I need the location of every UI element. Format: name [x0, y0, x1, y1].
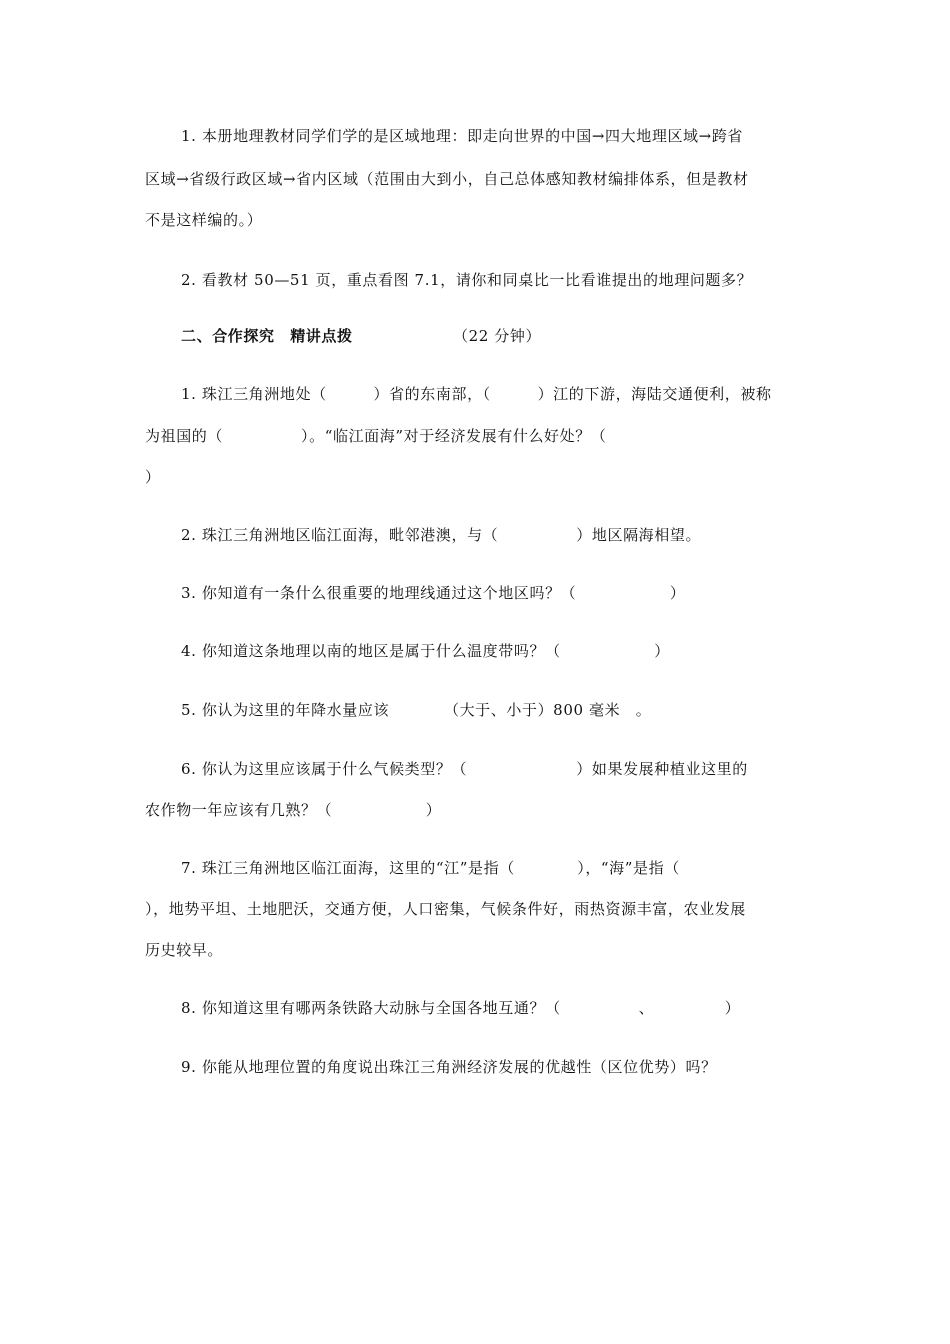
question-8: 8. 你知道这里有哪两条铁路大动脉与全国各地互通？（ 、 ） [181, 999, 741, 1017]
question-2: 2. 珠江三角洲地区临江面海，毗邻港澳，与（ ）地区隔海相望。 [181, 526, 702, 544]
intro-item-2: 2. 看教材 50—51 页，重点看图 7.1，请你和同桌比一比看谁提出的地理问题多？ [181, 271, 753, 289]
question-9: 9. 你能从地理位置的角度说出珠江三角洲经济发展的优越性（区位优势）吗？ [181, 1058, 717, 1076]
question-6-line-2: 农作物一年应该有几熟？（ ） [145, 801, 442, 819]
question-7-line-2: ），地势平坦、土地肥沃，交通方便，人口密集，气候条件好，雨热资源丰富，农业发展 [145, 900, 746, 918]
section-heading: 二、合作探究 精讲点拨 [181, 327, 353, 345]
intro-item-1-line-2: 区域→省级行政区域→省内区域（范围由大到小，自己总体感知教材编排体系，但是教材 [145, 170, 749, 188]
question-1-line-2: 为祖国的（ ）。“临江面海”对于经济发展有什么好处？（ [145, 427, 607, 445]
question-1-line-3: ） [145, 468, 161, 486]
intro-item-1-line-1: 1. 本册地理教材同学们学的是区域地理：即走向世界的中国→四大地理区域→跨省 [181, 127, 744, 145]
section-duration: （22 分钟） [453, 327, 542, 345]
intro-item-1-line-3: 不是这样编的。） [145, 211, 263, 229]
question-6-line-1: 6. 你认为这里应该属于什么气候类型？（ ）如果发展种植业这里的 [181, 760, 748, 778]
question-4: 4. 你知道这条地理以南的地区是属于什么温度带吗？（ ） [181, 642, 670, 660]
question-5: 5. 你认为这里的年降水量应该 （大于、小于）800 毫米 。 [181, 701, 652, 719]
question-1-line-1: 1. 珠江三角洲地处（ ）省的东南部，（ ）江的下游，海陆交通便利，被称 [181, 385, 772, 403]
question-3: 3. 你知道有一条什么很重要的地理线通过这个地区吗？（ ） [181, 584, 686, 602]
question-7-line-1: 7. 珠江三角洲地区临江面海，这里的“江”是指（ ），“海”是指（ [181, 859, 680, 877]
question-7-line-3: 历史较早。 [145, 941, 224, 959]
